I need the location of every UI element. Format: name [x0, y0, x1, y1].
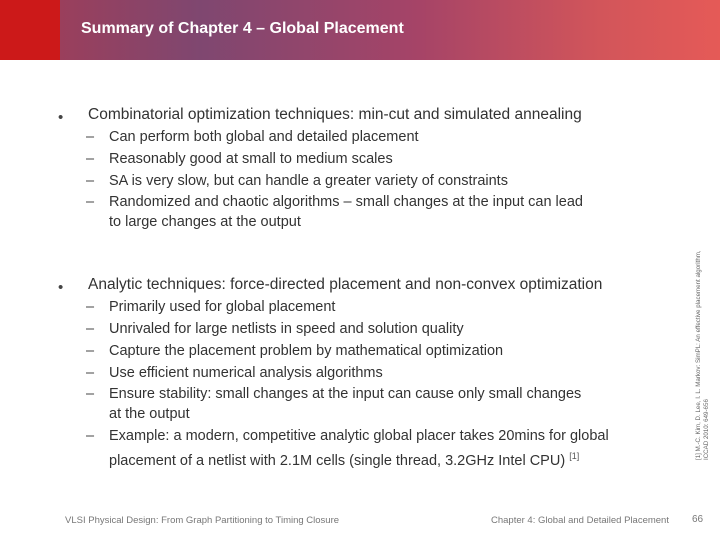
- dash-icon: –: [86, 343, 95, 359]
- bullet-text: Combinatorial optimization techniques: min-cut and simulated annealing: [88, 106, 582, 123]
- sub-item-text: Use efficient numerical analysis algorithms: [109, 365, 383, 381]
- bullet-spacer: [58, 232, 668, 274]
- sub-item-text: Ensure stability: small changes at the input can cause only small changes: [109, 386, 582, 402]
- bullet-analytic: [58, 274, 668, 296]
- slide-content: [58, 104, 668, 471]
- sub-item-text: Can perform both global and detailed placement: [109, 129, 419, 145]
- sub-item: [58, 426, 668, 471]
- page-number: 66: [692, 514, 704, 525]
- sub-item-text: Example: a modern, competitive analytic global placer takes 20mins for global: [109, 428, 609, 444]
- sub-item-text: Unrivaled for large netlists in speed and solution quality: [109, 321, 464, 337]
- bullet-dot-icon: •: [58, 109, 64, 126]
- bullet-combinatorial: [58, 104, 668, 126]
- dash-icon: –: [86, 194, 95, 210]
- dash-icon: –: [86, 299, 95, 315]
- sub-item-text: Capture the placement problem by mathematical optimization: [109, 343, 504, 359]
- sub-item: [58, 126, 668, 148]
- sub-item: [58, 296, 668, 318]
- citation-ref: [1]: [569, 451, 580, 461]
- sub-item-text-continued: at the output: [109, 406, 190, 422]
- sub-item-text-continued: to large changes at the output: [109, 214, 301, 230]
- bullet-text: Analytic techniques: force-directed placement and non-convex optimization: [88, 276, 603, 293]
- sub-item: [58, 362, 668, 384]
- dash-icon: –: [86, 386, 95, 402]
- slide-header: [0, 0, 720, 60]
- sub-item-text-tail: placement of a netlist with 2.1M cells (single thread, 3.2GHz Intel CPU): [109, 452, 566, 469]
- footer-book-title: VLSI Physical Design: From Graph Partitioning to Timing Closure: [65, 515, 340, 526]
- sub-item-text: Reasonably good at small to medium scales: [109, 151, 393, 167]
- sub-item: [58, 384, 668, 424]
- sub-item-text: SA is very slow, but can handle a greater variety of constraints: [109, 173, 508, 189]
- citation-sidenote: [695, 180, 711, 460]
- sidenote-line: ICCAD 2010: 649-656: [703, 399, 710, 460]
- dash-icon: –: [86, 173, 95, 189]
- sub-item: [58, 318, 668, 340]
- sidenote-line: [1] M.-C. Kim, D. Lee, I. L. Markov: SimPL: An effective placement algorithm,: [695, 250, 702, 460]
- sub-item-text: Randomized and chaotic algorithms – small changes at the input can lead: [109, 194, 583, 210]
- dash-icon: –: [86, 129, 95, 145]
- dash-icon: –: [86, 428, 95, 444]
- footer-chapter: Chapter 4: Global and Detailed Placement: [491, 515, 669, 526]
- dash-icon: –: [86, 365, 95, 381]
- slide-title: Summary of Chapter 4 – Global Placement: [81, 20, 404, 37]
- dash-icon: –: [86, 151, 95, 167]
- sub-item-text-continued: [109, 446, 668, 471]
- sub-item: [58, 148, 668, 170]
- header-accent-block: [0, 0, 60, 60]
- sub-item: [58, 170, 668, 192]
- bullet-dot-icon: •: [58, 279, 64, 296]
- dash-icon: –: [86, 321, 95, 337]
- sub-item: [58, 192, 668, 232]
- sub-item: [58, 340, 668, 362]
- sub-item-text: Primarily used for global placement: [109, 299, 336, 315]
